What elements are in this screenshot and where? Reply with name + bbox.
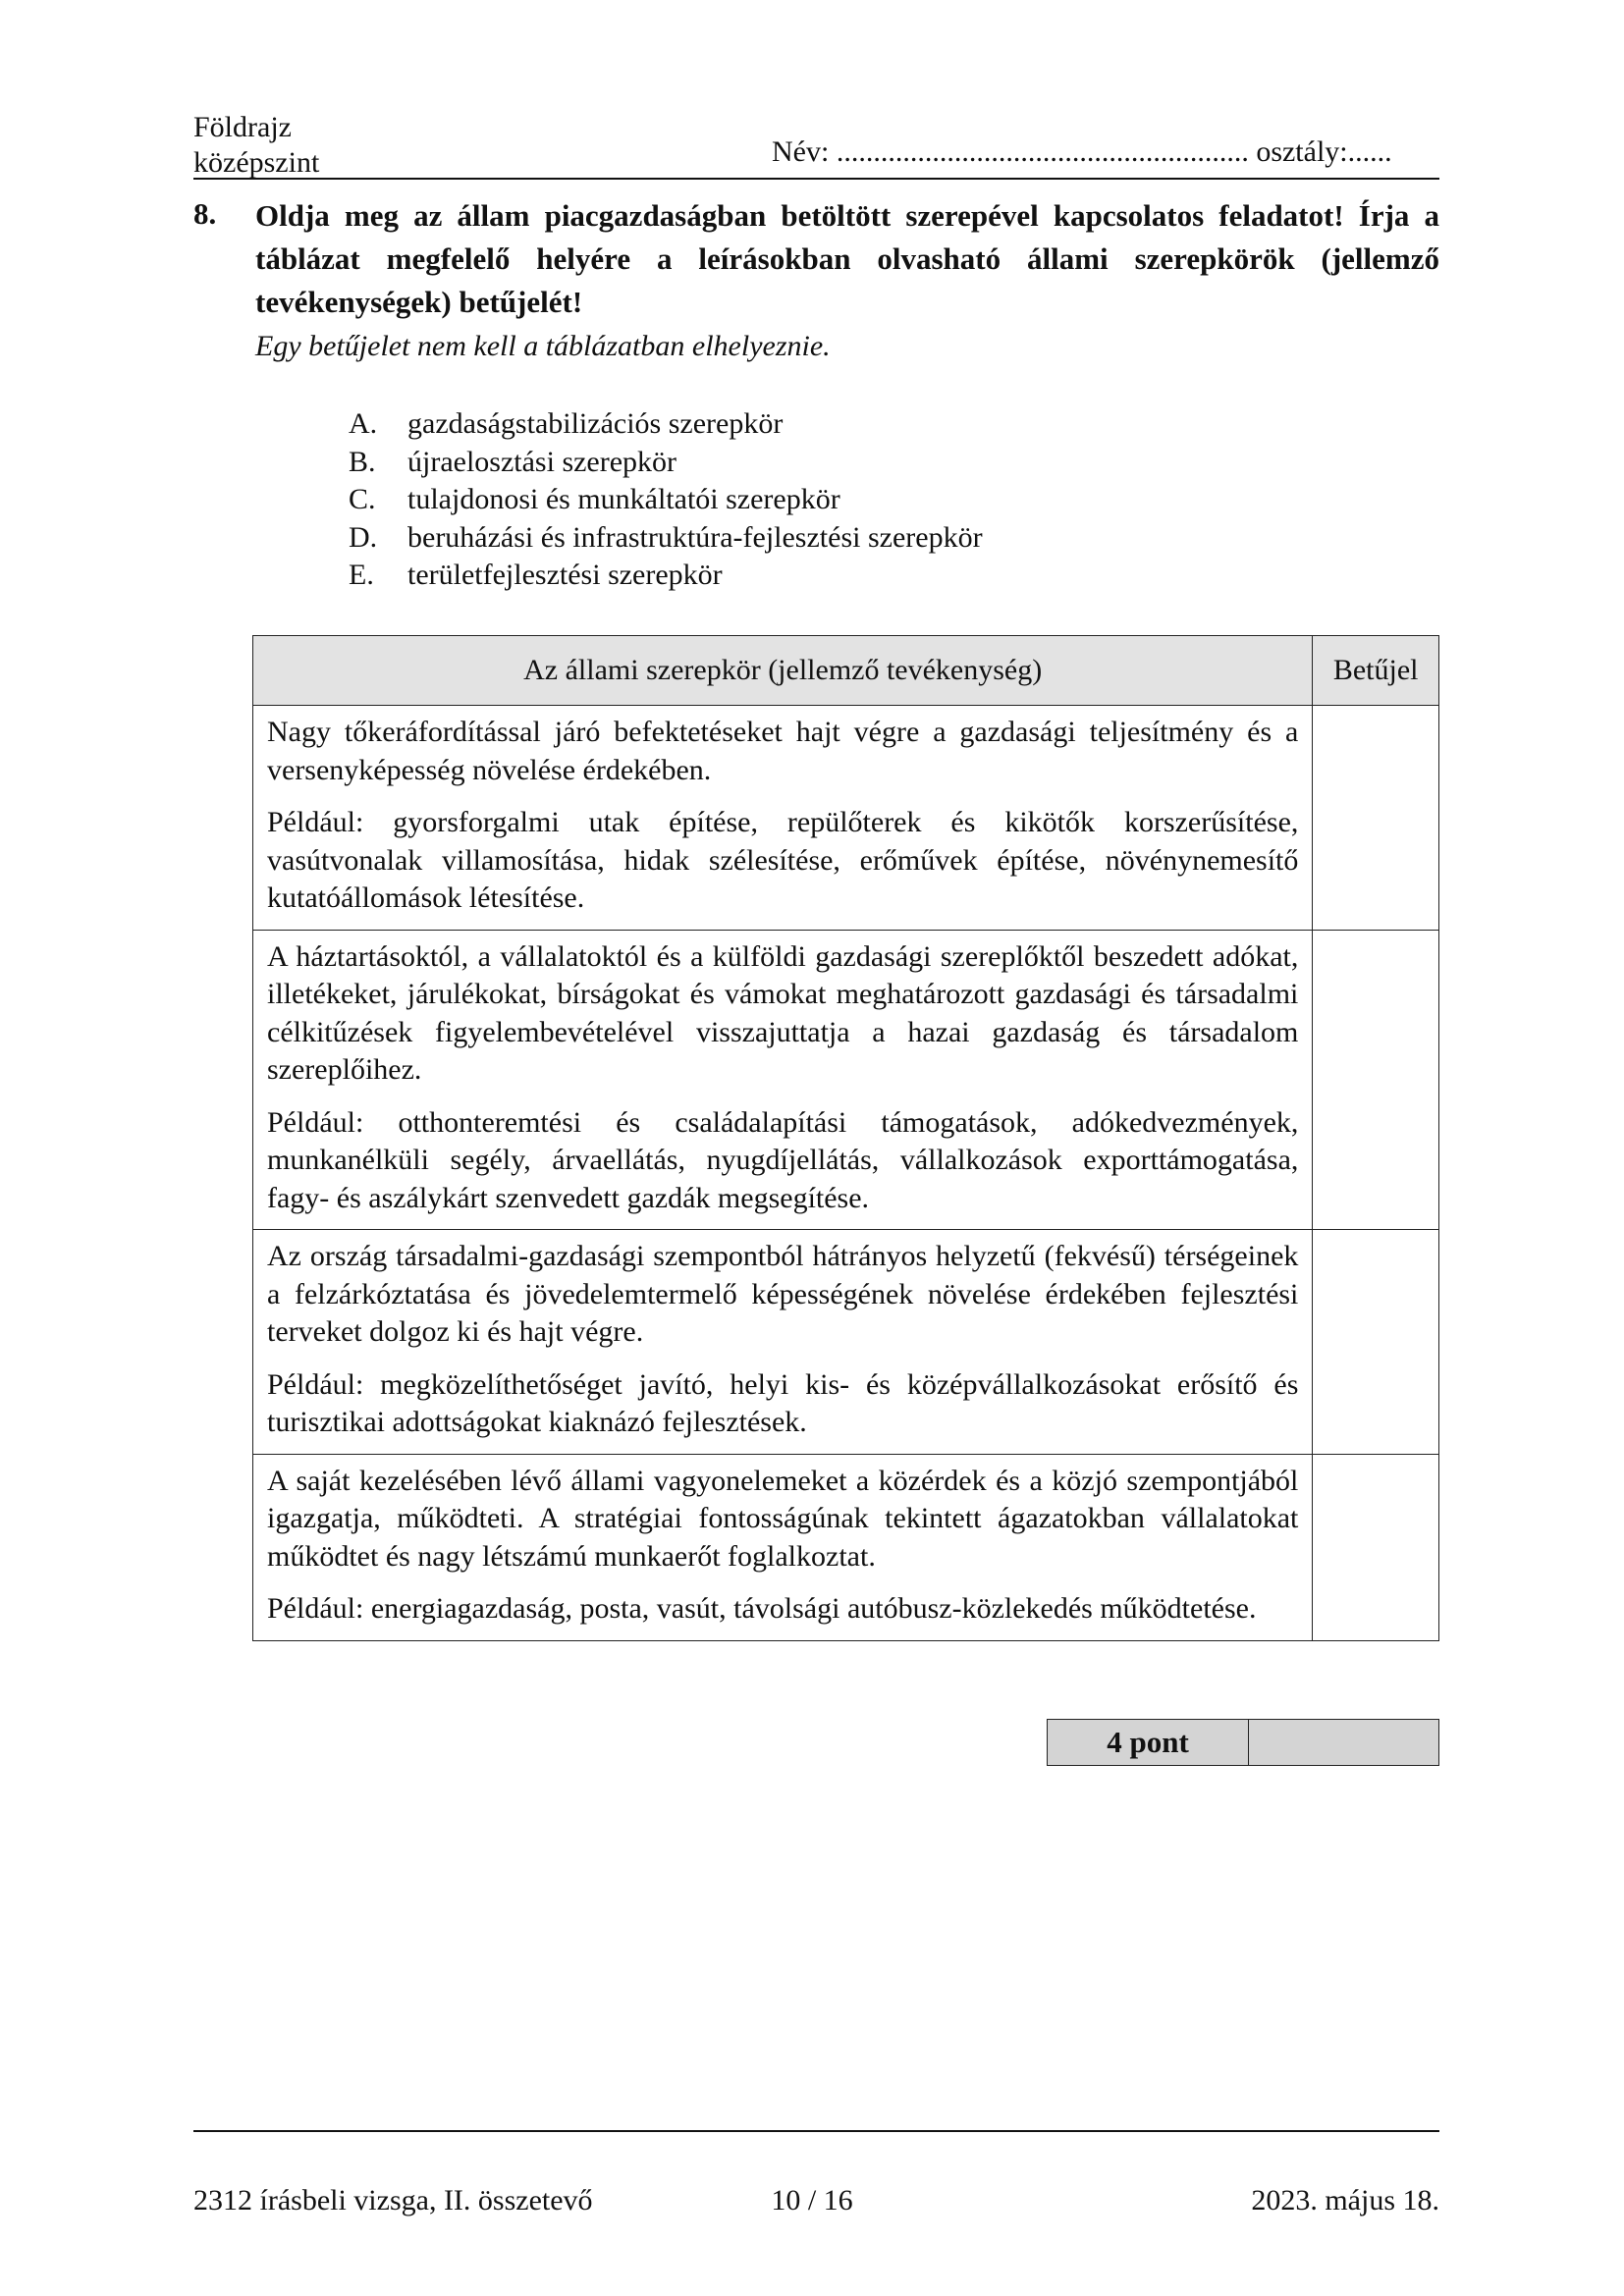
role-description-cell — [253, 1454, 1313, 1640]
answer-options-list — [349, 405, 983, 595]
role-description: Az ország társadalmi-gazdasági szempontból hátrányos helyzetű (fekvésű) térségeinek a felzárkóztatása és jövedelemtermelő képességének növelése érdekében fejlesztési terveket dolgoz ki és hajt végre. — [267, 1240, 1299, 1348]
header-divider — [193, 178, 1439, 180]
option-letter: A. — [349, 407, 378, 440]
question-instruction: Oldja meg az állam piacgazdaságban betöltött szerepével kapcsolatos feladatot! Írja a táblázat megfelelő helyére a leírásokban olvasható állami szerepkörök (jellemző tevékenységek) betűjelét! — [255, 198, 1439, 319]
role-description-cell — [253, 1230, 1313, 1455]
option-text: újraelosztási szerepkör — [407, 445, 677, 478]
table-row — [253, 1454, 1439, 1640]
option-item — [349, 557, 983, 595]
role-description: A háztartásoktól, a vállalatoktól és a külföldi gazdasági szereplőktől beszedett adókat, illetékeket, járulékokat, bírságokat és vámokat meghatározott gazdasági és társadalmi célkitűzések figyelembevételével visszajuttatja a hazai gazdaság és társadalom szereplőihez. — [267, 939, 1299, 1086]
role-example: Például: gyorsforgalmi utak építése, repülőterek és kikötők korszerűsítése, vasútvonalak villamosítása, hidak szélesítése, erőművek építése, növénynemesítő kutatóállomások létesítése. — [267, 806, 1299, 914]
answer-cell[interactable] — [1313, 706, 1439, 931]
answer-cell[interactable] — [1313, 1230, 1439, 1455]
option-letter: E. — [349, 559, 374, 591]
subject-title: Földrajz — [193, 111, 292, 143]
footer-date: 2023. május 18. — [1251, 2184, 1439, 2216]
option-item — [349, 519, 983, 558]
score-box — [1047, 1719, 1439, 1766]
option-text: beruházási és infrastruktúra-fejlesztési szerepkör — [407, 520, 983, 554]
column-header-letter: Betűjel — [1313, 636, 1439, 706]
option-letter: C. — [349, 483, 376, 515]
option-text: tulajdonosi és munkáltatói szerepkör — [407, 483, 840, 515]
option-letter: B. — [349, 445, 376, 478]
level-label: középszint — [193, 146, 320, 179]
option-letter: D. — [349, 520, 378, 554]
option-item — [349, 444, 983, 482]
role-example: Például: megközelíthetőséget javító, helyi kis- és középvállalkozásokat erősítő és turisztikai adottságokat kiaknázó fejlesztések. — [267, 1367, 1299, 1438]
table-row — [253, 706, 1439, 931]
role-description: A saját kezelésében lévő állami vagyonelemeket a közérdek és a közjó szempontjából igazgatja, működteti. A stratégiai fontosságúnak tekintett ágazatokban vállalatokat működtet és nagy létszámú munkaerőt foglalkoztat. — [267, 1464, 1299, 1573]
question-note: Egy betűjelet nem kell a táblázatban elhelyeznie. — [255, 330, 831, 362]
footer-exam-code: 2312 írásbeli vizsga, II. összetevő — [193, 2184, 593, 2216]
role-description-cell — [253, 930, 1313, 1230]
score-input-cell[interactable] — [1249, 1720, 1439, 1766]
score-label: 4 pont — [1048, 1720, 1249, 1766]
table-header-row — [253, 636, 1439, 706]
question-number: 8. — [193, 196, 217, 231]
column-header-role: Az állami szerepkör (jellemző tevékenység) — [253, 636, 1313, 706]
role-example: Például: energiagazdaság, posta, vasút, távolsági autóbusz-közlekedés működtetése. — [267, 1592, 1257, 1625]
answer-cell[interactable] — [1313, 930, 1439, 1230]
option-item — [349, 405, 983, 444]
role-description: Nagy tőkeráfordítással járó befektetéseket hajt végre a gazdasági teljesítmény és a versenyképesség növelése érdekében. — [267, 716, 1299, 786]
table-row — [253, 930, 1439, 1230]
header-subject-block — [193, 110, 319, 181]
name-class-field[interactable]: Név: ........................................................ osztály:...... — [772, 135, 1392, 168]
role-table — [252, 635, 1439, 1641]
option-item — [349, 481, 983, 519]
role-example: Például: otthonteremtési és családalapítási támogatások, adókedvezmények, munkanélküli segély, árvaellátás, nyugdíjellátás, vállalkozások exporttámogatása, fagy- és aszálykárt szenvedett gazdák megsegítése. — [267, 1105, 1299, 1214]
option-text: területfejlesztési szerepkör — [407, 559, 723, 591]
option-text: gazdaságstabilizációs szerepkör — [407, 407, 784, 440]
footer-page-number: 10 / 16 — [771, 2184, 853, 2216]
role-description-cell — [253, 706, 1313, 931]
table-row — [253, 1230, 1439, 1455]
answer-cell[interactable] — [1313, 1454, 1439, 1640]
footer-divider — [193, 2130, 1439, 2132]
